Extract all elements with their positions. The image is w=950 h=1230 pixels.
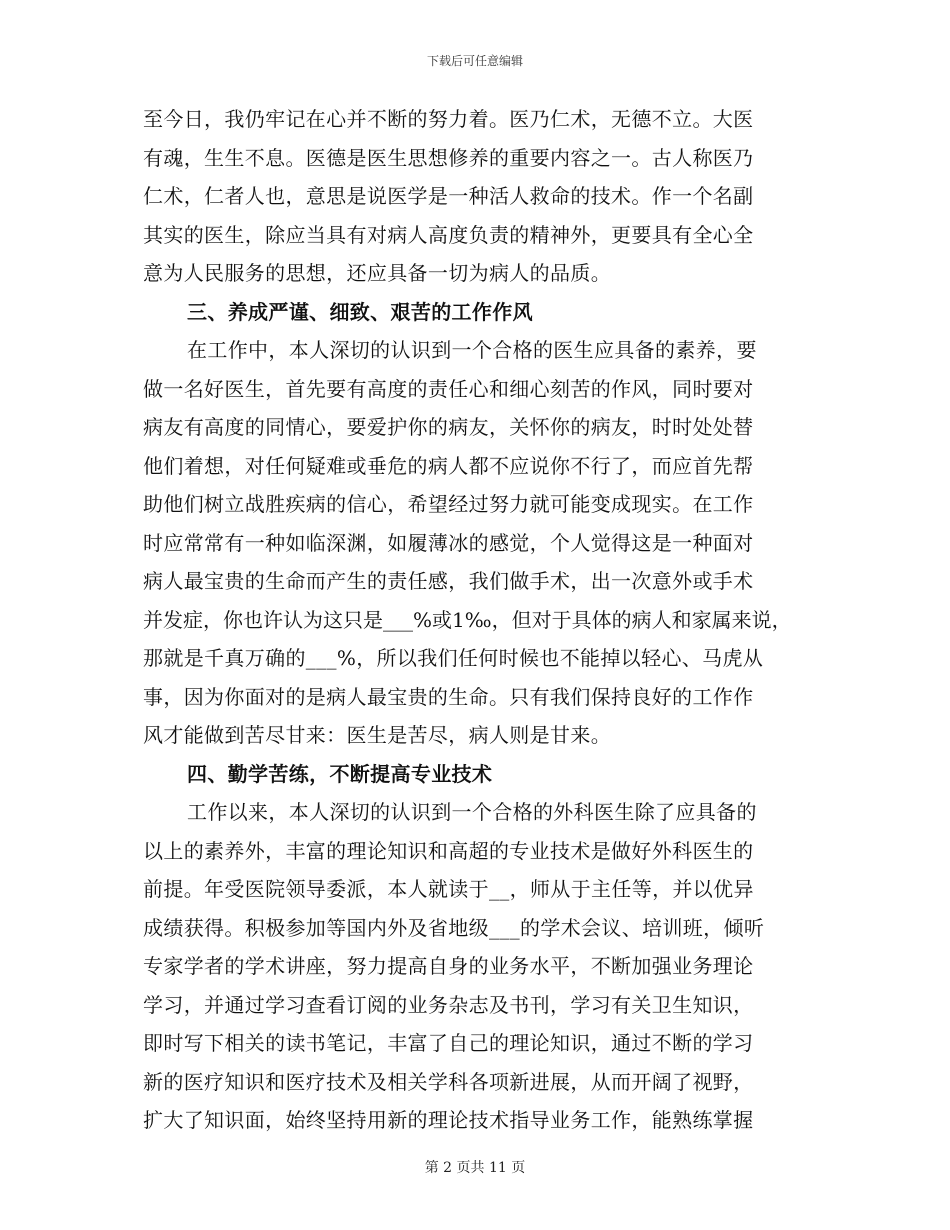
paragraph-line: 工作以来，本人深切的认识到一个合格的外科医生除了应具备的 (187, 800, 757, 824)
page-number: 第 2 页共 11 页 (424, 1160, 526, 1176)
paragraph-line: 即时写下相关的读书笔记，丰富了自己的理论知识，通过不断的学习 (143, 1031, 754, 1055)
paragraph-line: 新的医疗知识和医疗技术及相关学科各项新进展，从而开阔了视野， (143, 1069, 754, 1094)
paragraph-line: 并发症，你也许认为这只是___%或1‰，但对于具体的病人和家属来说， (143, 607, 792, 632)
paragraph-line: 在工作中，本人深切的认识到一个合格的医生应具备的素养，要 (187, 338, 757, 362)
paragraph-line: 病人最宝贵的生命而产生的责任感，我们做手术，出一次意外或手术 (143, 569, 754, 593)
paragraph-line: 扩大了知识面，始终坚持用新的理论技术指导业务工作，能熟练掌握 (143, 1108, 754, 1132)
paragraph-line: 事，因为你面对的是病人最宝贵的生命。只有我们保持良好的工作作 (143, 684, 754, 709)
paragraph-line: 做一名好医生，首先要有高度的责任心和细心刻苦的作风，同时要对 (143, 376, 754, 401)
paragraph-line: 前提。年受医院领导委派，本人就读于__，师从于主任等，并以优异 (143, 877, 754, 901)
paragraph-line: 时应常常有一种如临深渊，如履薄冰的感觉，个人觉得这是一种面对 (143, 530, 754, 555)
paragraph-line: 意为人民服务的思想，还应具备一切为病人的品质。 (143, 261, 612, 285)
paragraph-line: 专家学者的学术讲座，努力提高自身的业务水平，不断加强业务理论 (143, 954, 754, 978)
paragraph-line: 助他们树立战胜疾病的信心，希望经过努力就可能变成现实。在工作 (143, 492, 754, 516)
page-header: 下载后可任意编辑 (426, 54, 523, 68)
paragraph-line: 他们着想，对任何疑难或垂危的病人都不应说你不行了，而应首先帮 (143, 453, 754, 478)
paragraph-line: 其实的医生，除应当具有对病人高度负责的精神外，更要具有全心全 (143, 222, 754, 247)
paragraph-line: 学习，并通过学习查看订阅的业务杂志及书刊，学习有关卫生知识， (143, 992, 754, 1017)
paragraph-line: 那就是千真万确的___%，所以我们任何时候也不能掉以轻心、马虎从 (143, 646, 764, 670)
paragraph-line: 以上的素养外，丰富的理论知识和高超的专业技术是做好外科医生的 (143, 838, 754, 863)
paragraph-line: 成绩获得。积极参加等国内外及省地级___的学术会议、培训班，倾听 (143, 915, 765, 940)
paragraph-line: 至今日，我仍牢记在心并不断的努力着。医乃仁术，无德不立。大医 (143, 107, 754, 131)
document-body (143, 100, 823, 1140)
paragraph-line: 有魂，生生不息。医德是医生思想修养的重要内容之一。古人称医乃 (143, 145, 754, 170)
section-heading-3: 三、养成严谨、细致、艰苦的工作作风 (187, 299, 533, 324)
paragraph-line: 病友有高度的同情心，要爱护你的病友，关怀你的病友，时时处处替 (143, 415, 754, 439)
section-heading-4: 四、勤学苦练，不断提高专业技术 (187, 761, 493, 786)
paragraph-line: 风才能做到苦尽甘来：医生是苦尽，病人则是甘来。 (143, 723, 612, 747)
paragraph-line: 仁术，仁者人也，意思是说医学是一种活人救命的技术。作一个名副 (143, 184, 754, 208)
